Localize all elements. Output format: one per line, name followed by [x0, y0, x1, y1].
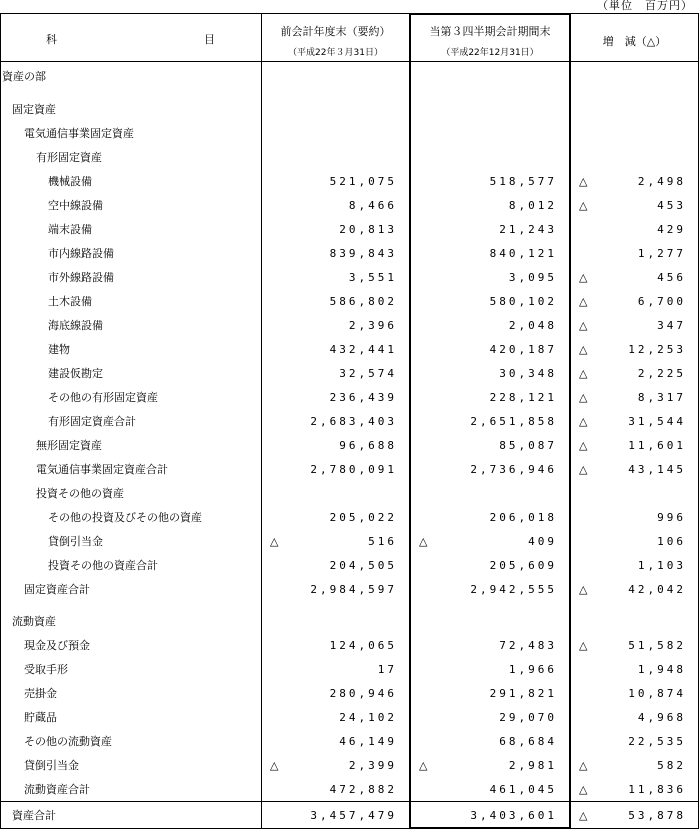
cell-diff: 2,225: [637, 367, 686, 380]
row-label: 端末設備: [48, 223, 92, 236]
cell-curr: 580,102: [489, 295, 557, 308]
cell-curr: 8,012: [508, 199, 557, 212]
cell-prev: 20,813: [339, 223, 397, 236]
negative-marker-icon: △: [419, 759, 428, 772]
cell-prev: 432,441: [329, 343, 397, 356]
row-label: 海底線設備: [48, 319, 103, 332]
row-label: 投資その他の資産: [36, 487, 124, 500]
row-label: 貸倒引当金: [48, 535, 103, 548]
cell-curr: 205,609: [489, 559, 557, 572]
cell-prev: 205,022: [329, 511, 397, 524]
header-subject-right: 目: [204, 33, 215, 46]
row-label: 建設仮勘定: [48, 367, 103, 380]
row-label: 電気通信事業固定資産: [24, 127, 134, 140]
cell-diff: 1,277: [637, 247, 686, 260]
row-label: 無形固定資産: [36, 439, 102, 452]
negative-marker-icon: △: [579, 415, 588, 428]
row-label: 有形固定資産: [36, 151, 102, 164]
negative-marker-icon: △: [579, 439, 588, 452]
unit-note: （単位 百万円）: [597, 0, 693, 12]
cell-curr: 2,651,858: [470, 415, 557, 428]
row-label: 市外線路設備: [48, 271, 114, 284]
negative-marker-icon: △: [579, 319, 588, 332]
cell-prev: 3,457,479: [310, 809, 397, 822]
col-separator-2: [409, 13, 411, 829]
negative-marker-icon: △: [579, 639, 588, 652]
negative-marker-icon: △: [579, 271, 588, 284]
cell-curr: 840,121: [489, 247, 557, 260]
cell-prev: 2,984,597: [310, 583, 397, 596]
cell-curr: 3,095: [508, 271, 557, 284]
table-top-border: [0, 13, 699, 14]
cell-diff: 11,836: [628, 783, 686, 796]
total-separator: [0, 801, 699, 802]
cell-diff: 8,317: [637, 391, 686, 404]
cell-curr: 420,187: [489, 343, 557, 356]
negative-marker-icon: △: [579, 759, 588, 772]
cell-diff: 582: [657, 759, 686, 772]
cell-prev: 3,551: [348, 271, 397, 284]
cell-curr: 30,348: [499, 367, 557, 380]
cell-curr: 2,942,555: [470, 583, 557, 596]
cell-prev: 521,075: [329, 175, 397, 188]
row-label: 資産合計: [12, 809, 56, 822]
row-label: その他の有形固定資産: [48, 391, 158, 404]
cell-prev: 472,882: [329, 783, 397, 796]
cell-curr: 85,087: [499, 439, 557, 452]
cell-curr: 2,981: [508, 759, 557, 772]
cell-diff: 51,582: [628, 639, 686, 652]
cell-curr: 21,243: [499, 223, 557, 236]
cell-curr: 518,577: [489, 175, 557, 188]
cell-prev: 2,683,403: [310, 415, 397, 428]
negative-marker-icon: △: [579, 175, 588, 188]
negative-marker-icon: △: [270, 535, 279, 548]
cell-curr: 3,403,601: [470, 809, 557, 822]
row-label: 貸倒引当金: [24, 759, 79, 772]
cell-diff: 1,948: [637, 663, 686, 676]
cell-diff: 996: [657, 511, 686, 524]
cell-diff: 429: [657, 223, 686, 236]
row-label: その他の流動資産: [24, 735, 112, 748]
negative-marker-icon: △: [579, 343, 588, 356]
cell-prev: 839,843: [329, 247, 397, 260]
table-bottom-border: [0, 828, 699, 829]
cell-diff: 456: [657, 271, 686, 284]
cell-prev: 280,946: [329, 687, 397, 700]
header-subject-left: 科: [46, 33, 57, 46]
cell-prev: 8,466: [348, 199, 397, 212]
row-label: 機械設備: [48, 175, 92, 188]
cell-curr: 461,045: [489, 783, 557, 796]
row-label: 流動資産: [12, 615, 56, 628]
negative-marker-icon: △: [419, 535, 428, 548]
cell-diff: 12,253: [628, 343, 686, 356]
header-current-date: （平成22年12月31日）: [441, 48, 539, 58]
cell-prev: 586,802: [329, 295, 397, 308]
row-label: 売掛金: [24, 687, 57, 700]
row-label: 投資その他の資産合計: [48, 559, 158, 572]
cell-diff: 1,103: [637, 559, 686, 572]
cell-diff: 42,042: [628, 583, 686, 596]
cell-diff: 10,874: [628, 687, 686, 700]
header-diff: 増 減（△）: [602, 35, 667, 48]
cell-diff: 43,145: [628, 463, 686, 476]
row-label: 流動資産合計: [24, 783, 90, 796]
header-prev: 前会計年度末（要約）: [280, 25, 391, 38]
cell-prev: 46,149: [339, 735, 397, 748]
cell-diff: 31,544: [628, 415, 686, 428]
cell-diff: 347: [657, 319, 686, 332]
header-current: 当第３四半期会計期間末: [429, 25, 551, 38]
cell-diff: 453: [657, 199, 686, 212]
cell-diff: 11,601: [628, 439, 686, 452]
row-label: 貯蔵品: [24, 711, 57, 724]
row-label: その他の投資及びその他の資産: [48, 511, 202, 524]
cell-curr: 29,070: [499, 711, 557, 724]
negative-marker-icon: △: [579, 809, 588, 822]
row-label: 資産の部: [2, 70, 46, 83]
cell-prev: 236,439: [329, 391, 397, 404]
cell-curr: 72,483: [499, 639, 557, 652]
row-label: 建物: [48, 343, 70, 356]
negative-marker-icon: △: [579, 783, 588, 796]
cell-prev: 32,574: [339, 367, 397, 380]
row-label: 空中線設備: [48, 199, 103, 212]
header-bottom-border: [0, 61, 699, 62]
cell-diff: 22,535: [628, 735, 686, 748]
header-prev-date: （平成22年３月31日）: [288, 48, 383, 58]
row-label: 電気通信事業固定資産合計: [36, 463, 168, 476]
balance-sheet-table: [0, 13, 699, 829]
row-label: 固定資産: [12, 103, 56, 116]
cell-prev: 2,396: [348, 319, 397, 332]
cell-curr: 409: [528, 535, 557, 548]
cell-curr: 1,966: [508, 663, 557, 676]
row-label: 市内線路設備: [48, 247, 114, 260]
cell-diff: 106: [657, 535, 686, 548]
cell-diff: 6,700: [637, 295, 686, 308]
cell-prev: 124,065: [329, 639, 397, 652]
cell-prev: 516: [368, 535, 397, 548]
col-separator-3: [569, 13, 571, 829]
row-label: 受取手形: [24, 663, 68, 676]
negative-marker-icon: △: [579, 199, 588, 212]
negative-marker-icon: △: [579, 583, 588, 596]
negative-marker-icon: △: [270, 759, 279, 772]
current-col-top-border: [409, 13, 571, 15]
table-left-border: [0, 13, 1, 829]
row-label: 現金及び預金: [24, 639, 90, 652]
cell-curr: 2,048: [508, 319, 557, 332]
cell-prev: 2,780,091: [310, 463, 397, 476]
negative-marker-icon: △: [579, 367, 588, 380]
cell-prev: 204,505: [329, 559, 397, 572]
cell-prev: 96,688: [339, 439, 397, 452]
cell-prev: 17: [377, 663, 397, 676]
cell-curr: 228,121: [489, 391, 557, 404]
current-col-bottom-border: [409, 827, 571, 829]
cell-curr: 291,821: [489, 687, 557, 700]
cell-prev: 2,399: [348, 759, 397, 772]
cell-curr: 68,684: [499, 735, 557, 748]
cell-prev: 24,102: [339, 711, 397, 724]
cell-curr: 206,018: [489, 511, 557, 524]
cell-curr: 2,736,946: [470, 463, 557, 476]
cell-diff: 4,968: [637, 711, 686, 724]
row-label: 土木設備: [48, 295, 92, 308]
row-label: 有形固定資産合計: [48, 415, 136, 428]
cell-diff: 53,878: [628, 809, 686, 822]
negative-marker-icon: △: [579, 463, 588, 476]
row-label: 固定資産合計: [24, 583, 90, 596]
negative-marker-icon: △: [579, 391, 588, 404]
col-separator-1: [261, 13, 262, 829]
cell-diff: 2,498: [637, 175, 686, 188]
negative-marker-icon: △: [579, 295, 588, 308]
